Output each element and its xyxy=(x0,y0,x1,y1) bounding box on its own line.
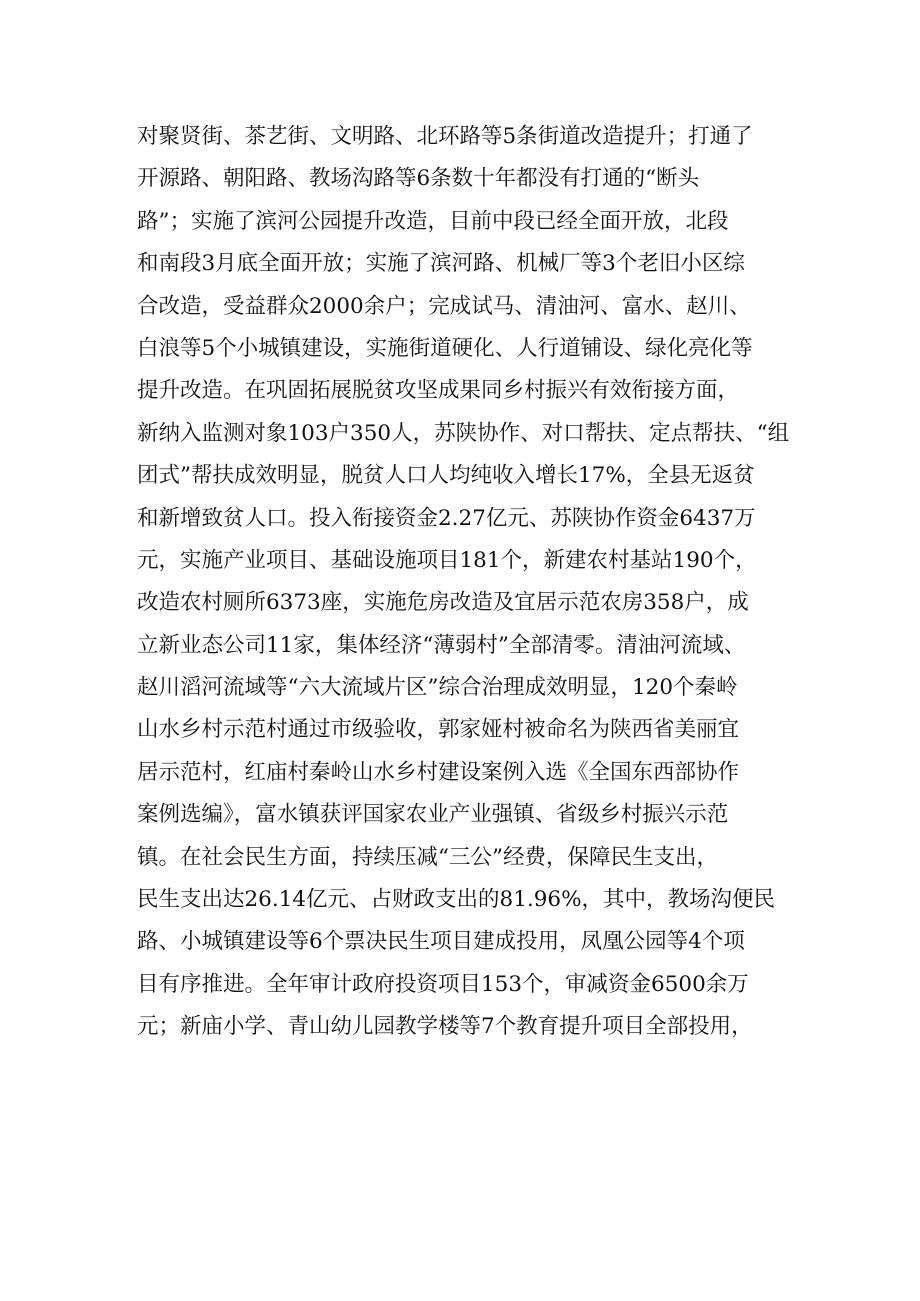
text-line: 提升改造。在巩固拓展脱贫攻坚成果同乡村振兴有效衔接方面， xyxy=(137,378,740,404)
text-line: 路、小城镇建设等6个票决民生项目建成投用，凤凰公园等4个项 xyxy=(137,929,745,955)
text-line: 开源路、朝阳路、教场沟路等6条数十年都没有打通的“断头 xyxy=(137,166,700,192)
text-line: 山水乡村示范村通过市级验收，郭家娅村被命名为陕西省美丽宜 xyxy=(137,717,740,743)
text-line: 居示范村，红庙村秦岭山水乡村建设案例入选《全国东西部协作 xyxy=(137,759,740,785)
text-line: 立新业态公司11家，集体经济“薄弱村”全部清零。清油河流域、 xyxy=(137,632,746,658)
text-line: 民生支出达26.14亿元、占财政支出的81.96%，其中，教场沟便民 xyxy=(137,887,776,913)
text-line: 目有序推进。全年审计政府投资项目153个，审减资金6500余万 xyxy=(137,971,749,997)
text-line: 合改造，受益群众2000余户；完成试马、清油河、富水、赵川、 xyxy=(137,293,751,319)
text-line: 案例选编》，富水镇获评国家农业产业强镇、省级乡村振兴示范 xyxy=(137,802,729,828)
text-line: 元，实施产业项目、基础设施项目181个，新建农村基站190个， xyxy=(137,547,757,573)
body-text xyxy=(137,116,797,1049)
text-line: 和南段3月底全面开放；实施了滨河路、机械厂等3个老旧小区综 xyxy=(137,251,745,277)
text-line: 和新增致贫人口。投入衔接资金2.27亿元、苏陕协作资金6437万 xyxy=(137,505,756,531)
text-line: 镇。在社会民生方面，持续压减“三公”经费，保障民生支出， xyxy=(137,844,718,870)
text-line: 路”；实施了滨河公园提升改造，目前中段已经全面开放，北段 xyxy=(137,208,729,234)
text-line: 赵川滔河流域等“六大流域片区”综合治理成效明显，120个秦岭 xyxy=(137,675,738,701)
text-line: 改造农村厕所6373座，实施危房改造及宜居示范农房358户，成 xyxy=(137,590,749,616)
text-line: 团式”帮扶成效明显，脱贫人口人均纯收入增长17%，全县无返贫 xyxy=(137,463,755,489)
text-line: 新纳入监测对象103户350人，苏陕协作、对口帮扶、定点帮扶、“组 xyxy=(137,420,790,446)
text-line: 对聚贤街、茶艺街、文明路、北环路等5条街道改造提升；打通了 xyxy=(137,124,753,149)
text-line: 白浪等5个小城镇建设，实施街道硬化、人行道铺设、绿化亮化等 xyxy=(137,335,753,361)
text-line: 元；新庙小学、青山幼儿园教学楼等7个教育提升项目全部投用， xyxy=(137,1014,753,1040)
